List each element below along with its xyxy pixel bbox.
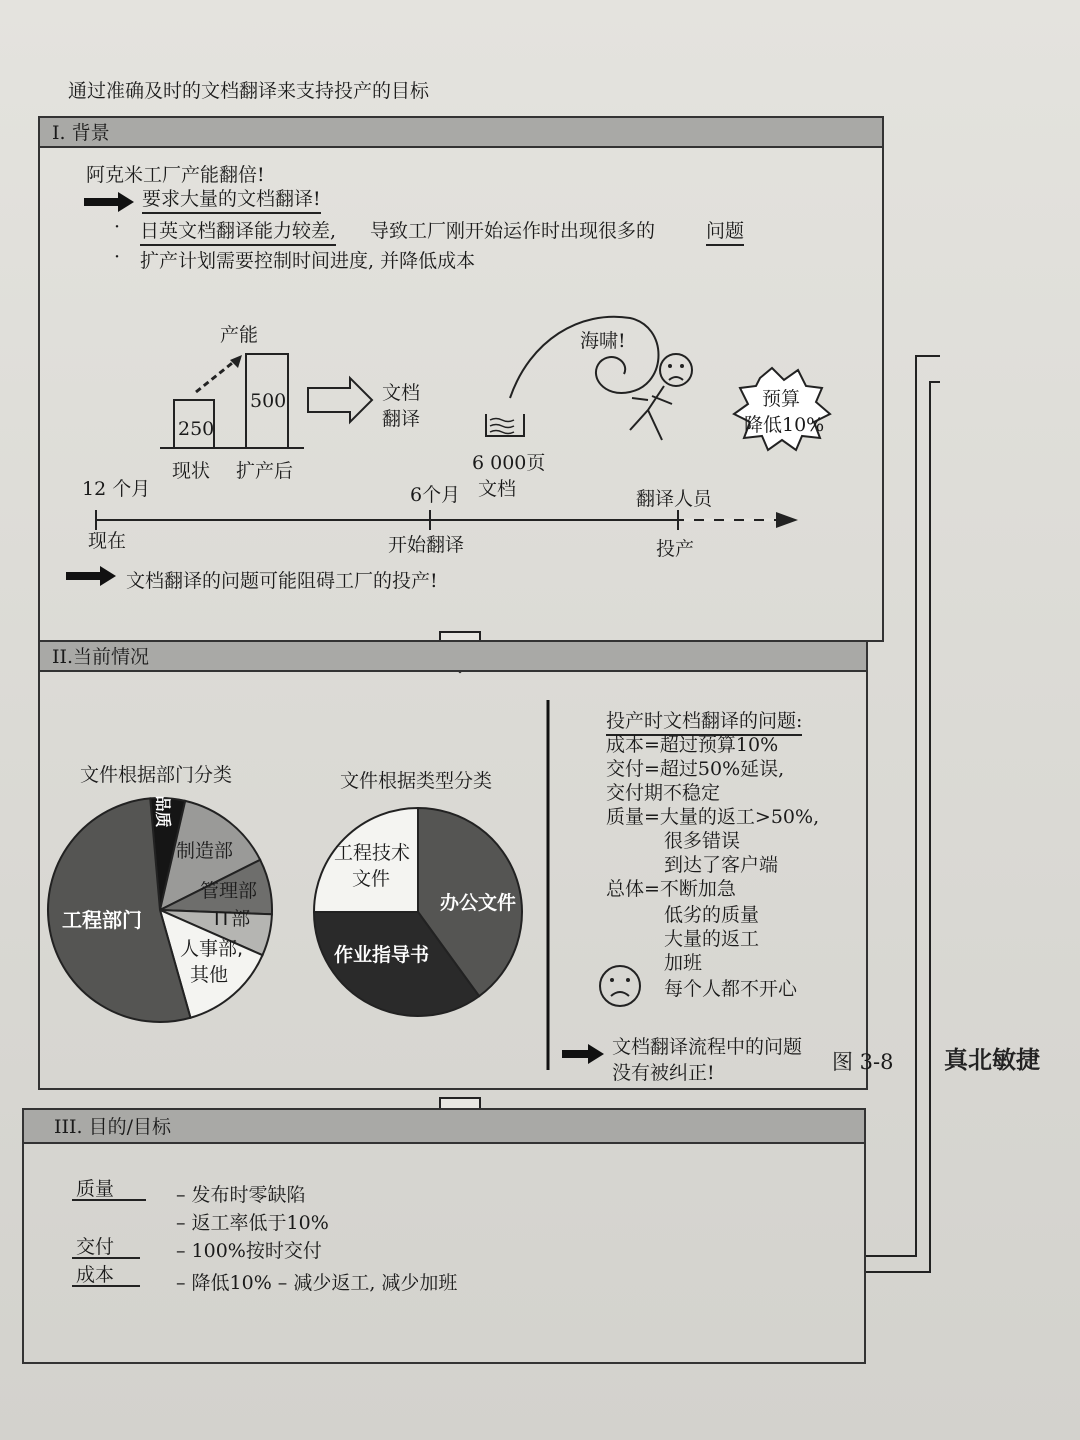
figure-label: 图 3-8: [832, 1050, 894, 1074]
problem-3: 交付期不稳定: [606, 782, 721, 804]
pie1-label-hr-1: 人事部,: [180, 938, 244, 960]
doc-trans-line2: 翻译: [382, 408, 421, 430]
arrow1-text: 要求大量的文档翻译!: [142, 184, 321, 214]
timeline-now: 现在: [88, 530, 127, 552]
problem-9: 大量的返工: [664, 928, 760, 950]
section-current-header: II.当前情况: [40, 642, 866, 672]
problem-8: 低劣的质量: [664, 904, 760, 926]
pie2-label-eng-1: 工程技术: [334, 842, 411, 864]
tsunami-text: 海啸!: [580, 330, 626, 352]
pie2-label-eng-2: 文件: [352, 868, 391, 890]
problem-13: 没有被纠正!: [612, 1062, 715, 1084]
doc-count-line1: 6 000页: [472, 452, 546, 474]
pie1-label-eng: 工程部门: [62, 908, 142, 932]
problem-10: 加班: [664, 952, 703, 974]
timeline-start: 开始翻译: [388, 534, 465, 556]
pie1-label-other: 品质: [153, 795, 173, 828]
goal-quality-1: – 发布时零缺陷: [176, 1184, 306, 1206]
bullet1-part-b: 导致工厂刚开始运作时出现很多的: [370, 220, 656, 242]
bar-current-value: 250: [178, 418, 215, 440]
watermark-text: 真北敏捷: [944, 1046, 1040, 1074]
goal-cost: 成本: [76, 1264, 115, 1286]
section-background-header: I. 背景: [40, 118, 882, 148]
bullet-dot: ·: [114, 216, 121, 238]
bullet1-part-c: 问题: [706, 216, 744, 246]
timeline-6-months: 6个月: [410, 484, 461, 506]
capacity-label: 产能: [220, 324, 259, 346]
doc-count-line2: 文档: [478, 478, 517, 500]
goal-quality-2: – 返工率低于10%: [176, 1212, 329, 1234]
page-caption: 通过准确及时的文档翻译来支持投产的目标: [68, 80, 430, 102]
pie1-title: 文件根据部门分类: [80, 764, 233, 786]
budget-line2: 降低10%: [744, 414, 825, 436]
problem-4: 质量=大量的返工>50%,: [606, 806, 820, 828]
goal-cost-1: – 降低10% – 减少返工, 减少加班: [176, 1272, 458, 1294]
bullet1-part-a: 日英文档翻译能力较差,: [140, 216, 336, 246]
arrow-icon: [562, 1050, 590, 1058]
problems-title: 投产时文档翻译的问题:: [606, 706, 802, 736]
problem-6: 到达了客户端: [664, 854, 779, 876]
bar-expanded-value: 500: [250, 390, 287, 412]
pie2-label-office: 办公文件: [440, 892, 517, 914]
section-goals-header: III. 目的/目标: [24, 1110, 864, 1144]
problem-1: 成本=超过预算10%: [606, 734, 779, 756]
problem-5: 很多错误: [664, 830, 741, 852]
bullet-dot: ·: [114, 246, 121, 268]
pie1-label-it: IT部: [214, 908, 251, 930]
problem-12: 文档翻译流程中的问题: [612, 1036, 803, 1058]
label-expanded: 扩产后: [236, 460, 294, 482]
budget-line1: 预算: [762, 388, 801, 410]
pie1-label-mgmt: 管理部: [200, 880, 258, 902]
problem-11: 每个人都不开心: [664, 978, 798, 1000]
bullet2: 扩产计划需要控制时间进度, 并降低成本: [140, 250, 476, 272]
goal-quality: 质量: [76, 1178, 115, 1200]
headline: 阿克米工厂产能翻倍!: [86, 164, 265, 186]
doc-trans-line1: 文档: [382, 382, 421, 404]
timeline-12-months: 12 个月: [82, 478, 151, 500]
section-goals: [22, 1108, 866, 1364]
goal-delivery: 交付: [76, 1236, 115, 1258]
problem-7: 总体=不断加急: [606, 878, 736, 900]
label-current: 现状: [172, 460, 211, 482]
pie2-label-work: 作业指导书: [334, 944, 430, 966]
pie1-label-mfg: 制造部: [176, 840, 234, 862]
timeline-production: 投产: [656, 538, 695, 560]
pie2-title: 文件根据类型分类: [340, 770, 493, 792]
timeline-translators: 翻译人员: [636, 488, 713, 510]
goal-delivery-1: – 100%按时交付: [176, 1240, 322, 1262]
conclusion: 文档翻译的问题可能阻碍工厂的投产!: [126, 570, 438, 592]
problem-2: 交付=超过50%延误,: [606, 758, 785, 780]
pie1-label-hr-2: 其他: [190, 964, 229, 986]
arrow-icon: [588, 1044, 604, 1064]
